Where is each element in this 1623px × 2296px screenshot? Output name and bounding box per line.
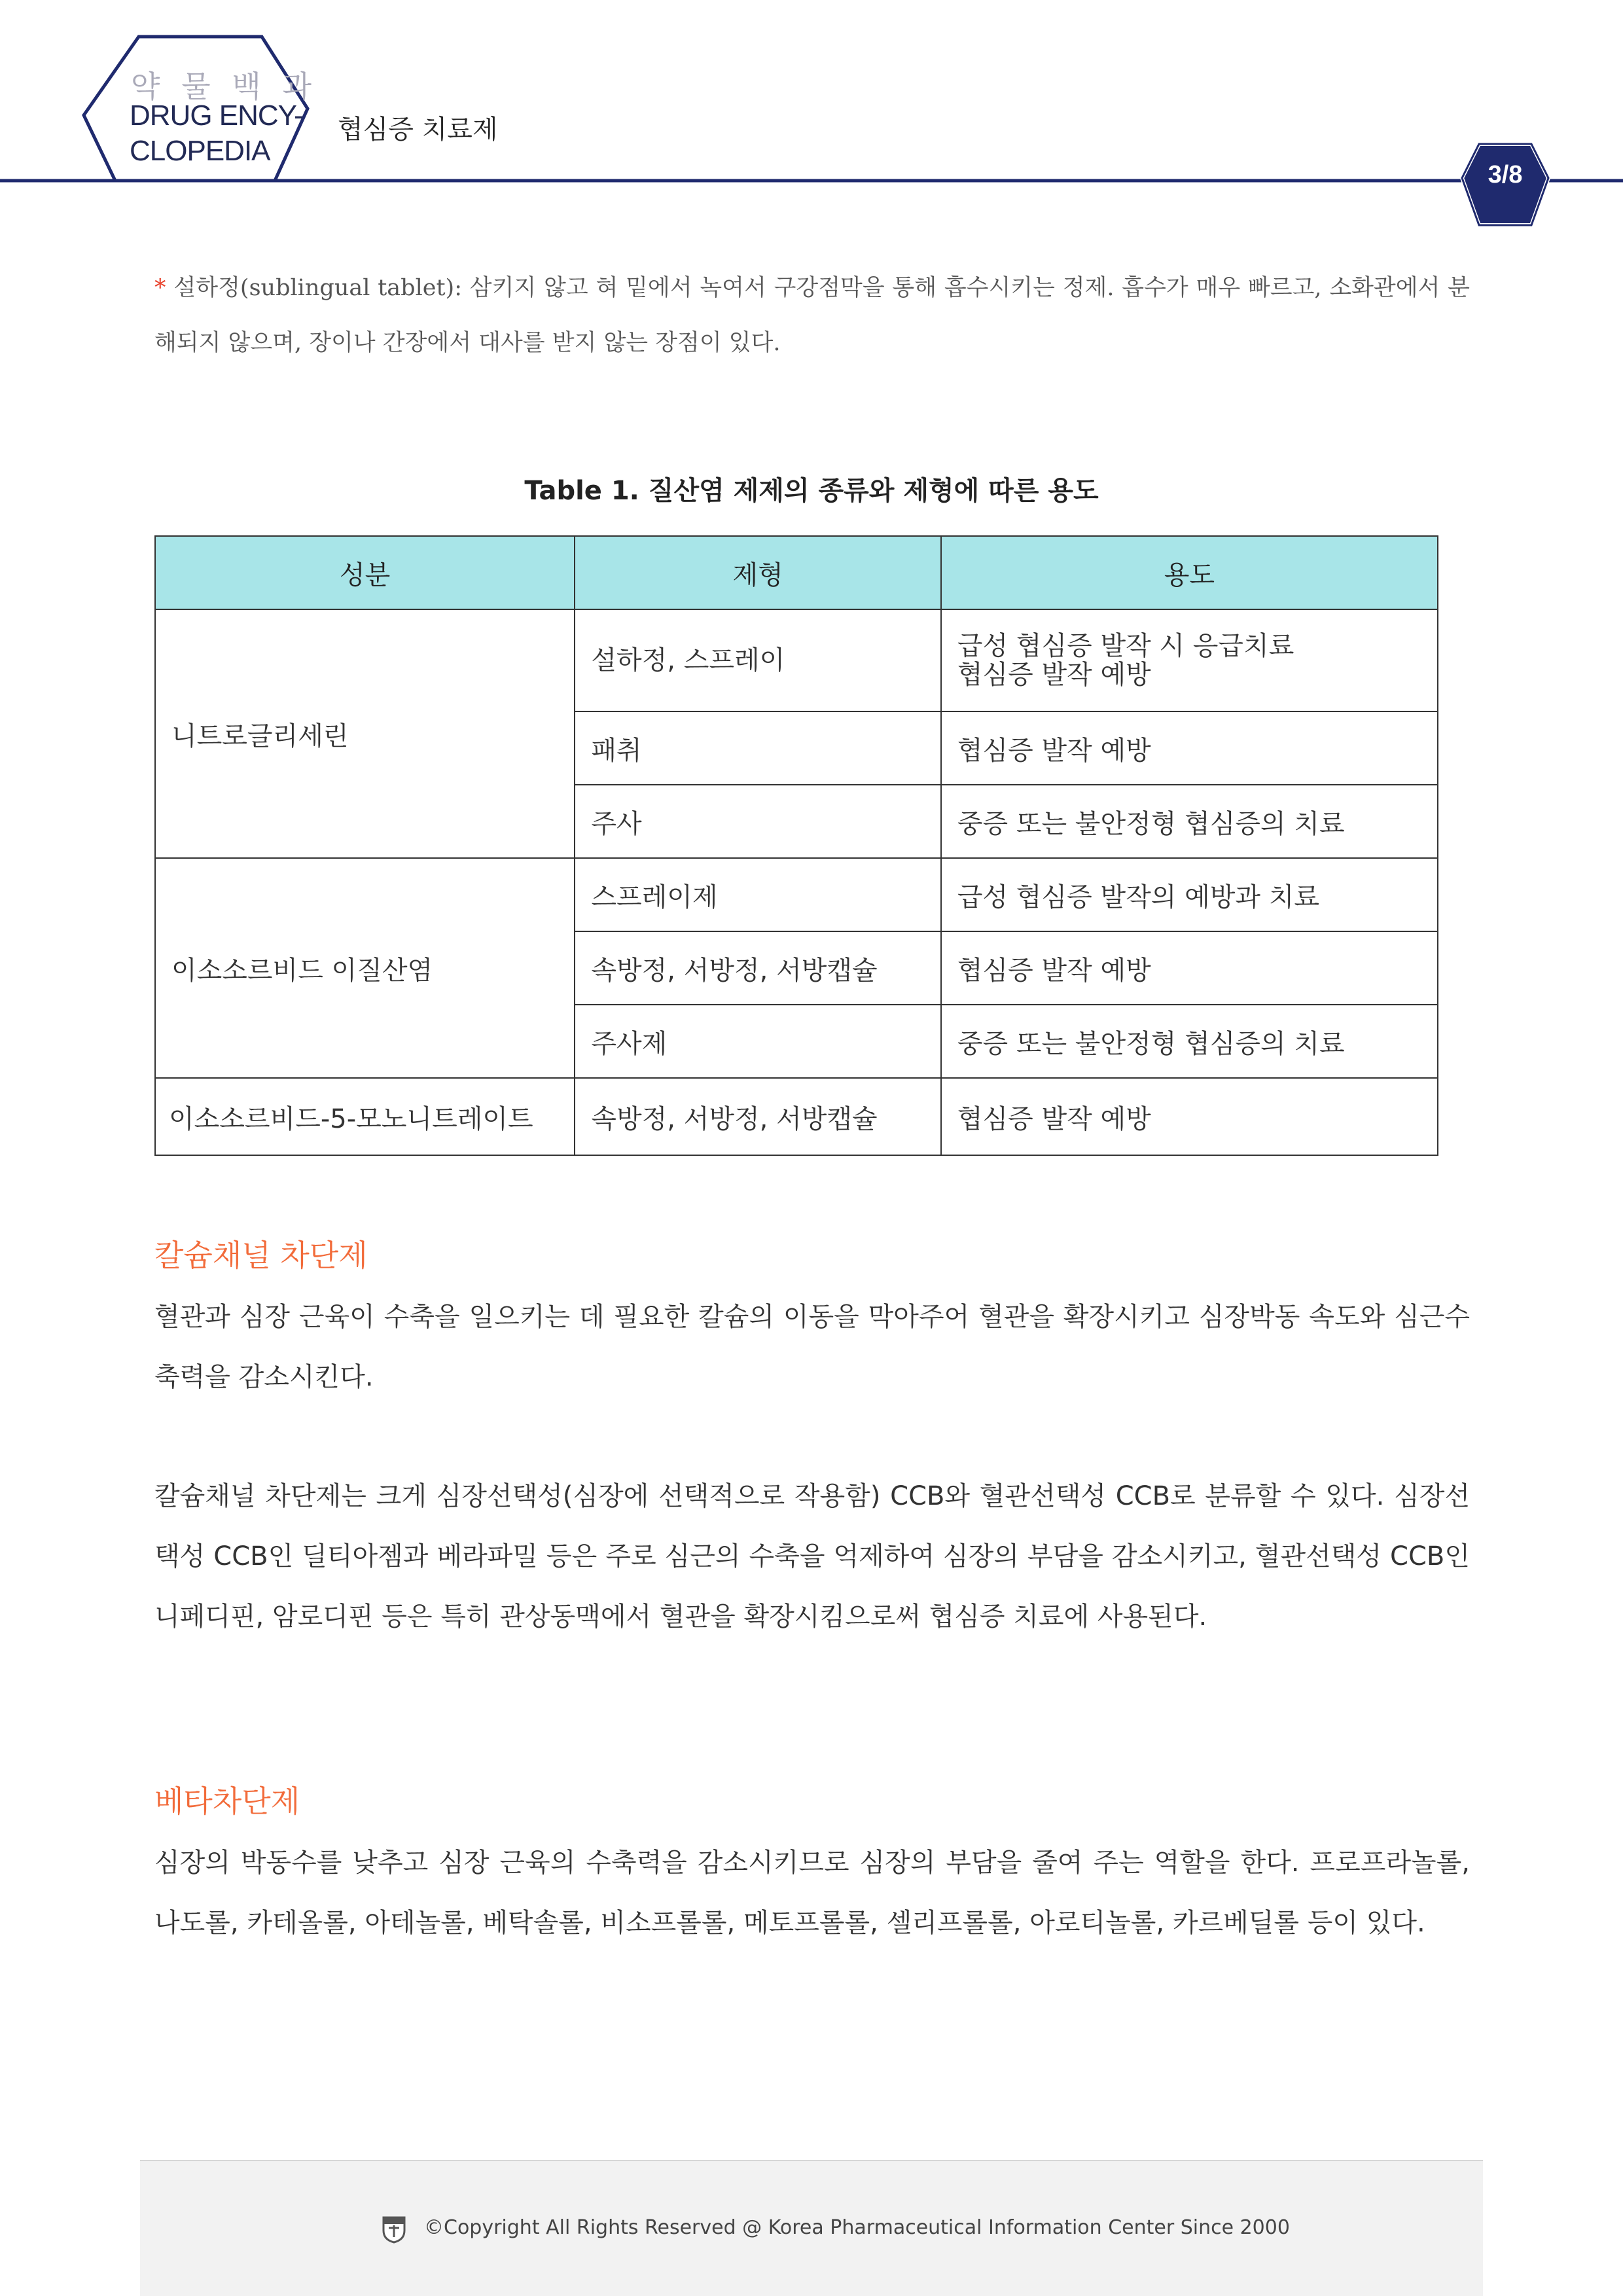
form-cell: 스프레이제 [575,858,940,931]
section-heading-ccb: 칼슘채널 차단제 [154,1238,368,1273]
header-title: 협심증 치료제 [338,115,498,145]
use-line: 협심증 발작 예방 [957,660,1151,690]
header-use: 용도 [941,536,1438,609]
form-cell: 속방정, 서방정, 서방캡슐 [575,1078,940,1155]
use-cell [941,609,1438,711]
logo-korean: 약 물 백 과 [131,69,319,103]
use-cell: 중증 또는 불안정형 협심증의 치료 [941,785,1438,858]
form-cell: 주사 [575,785,940,858]
page-number-badge: 3/8 [1488,161,1523,188]
form-cell: 주사제 [575,1005,940,1078]
table-row [155,1078,1438,1155]
form-cell: 패취 [575,711,940,785]
section-heading-beta-blocker: 베타차단제 [154,1784,300,1819]
header-ingredient: 성분 [155,536,575,609]
use-cell: 급성 협심증 발작의 예방과 치료 [941,858,1438,931]
ccb-paragraph-2: 칼슘채널 차단제는 크게 심장선택성(심장에 선택적으로 작용함) CCB와 혈관선택성 CCB로 분류할 수 있다. 심장선택성 CCB인 딜티아젬과 베라파밀 등은 주로 심근의 수축을 억제하여 심장의 부담을 감소시키고, 혈관선택성 CCB인 니페디핀, 암로디핀 등은 특히 관상동맥에서 혈관을 확장시킴으로써 협심증 치료에 사용된다. [154,1481,1471,1632]
table-row [155,858,1438,931]
use-cell: 협심증 발작 예방 [941,1078,1438,1155]
header-form: 제형 [575,536,940,609]
table-header-row [155,536,1438,609]
ccb-paragraph-1: 혈관과 심장 근육이 수축을 일으키는 데 필요한 칼슘의 이동을 막아주어 혈관을 확장시키고 심장박동 속도와 심근수축력을 감소시킨다. [154,1302,1470,1392]
ingredient-cell: 이소소르비드-5-모노니트레이트 [155,1078,575,1155]
use-cell: 협심증 발작 예방 [941,931,1438,1005]
logo-english-line1: DRUG ENCY- [130,99,303,132]
crest-icon [381,2215,407,2244]
ingredient-cell: 이소소르비드 이질산염 [155,858,575,1078]
footer-copyright: ©Copyright All Rights Reserved @ Korea Pharmaceutical Information Center Since 2000 [424,2216,1290,2239]
beta-blocker-paragraph: 심장의 박동수를 낮추고 심장 근육의 수축력을 감소시키므로 심장의 부담을 줄여 주는 역할을 한다. 프로프라놀롤, 나도롤, 카테올롤, 아테놀롤, 베탁솔롤, 비소프롤롤, 메토프롤롤, 셀리프롤롤, 아로티놀롤, 카르베딜롤 등이 있다. [154,1848,1470,1938]
use-cell: 중증 또는 불안정형 협심증의 치료 [941,1005,1438,1078]
page-header [0,0,1623,236]
table-title: Table 1. 질산염 제제의 종류와 제형에 따른 용도 [524,476,1099,506]
nitrate-table [154,535,1438,1156]
use-line: 급성 협심증 발작 시 응급치료 [957,631,1294,661]
form-cell: 설하정, 스프레이 [575,609,940,711]
use-cell: 협심증 발작 예방 [941,711,1438,785]
logo-english-line2: CLOPEDIA [130,135,270,167]
table-row [155,609,1438,711]
form-cell: 속방정, 서방정, 서방캡슐 [575,931,940,1005]
note-marker: * [154,275,166,301]
note-text: 설하정(sublingual tablet): 삼키지 않고 혀 밑에서 녹여서 구강점막을 통해 흡수시키는 정제. 흡수가 매우 빠르고, 소화관에서 분해되지 않으며, 장이나 간장에서 대사를 받지 않는 장점이 있다. [154,275,1470,356]
ingredient-cell: 니트로글리세린 [155,609,575,858]
sublingual-note [154,260,1470,370]
